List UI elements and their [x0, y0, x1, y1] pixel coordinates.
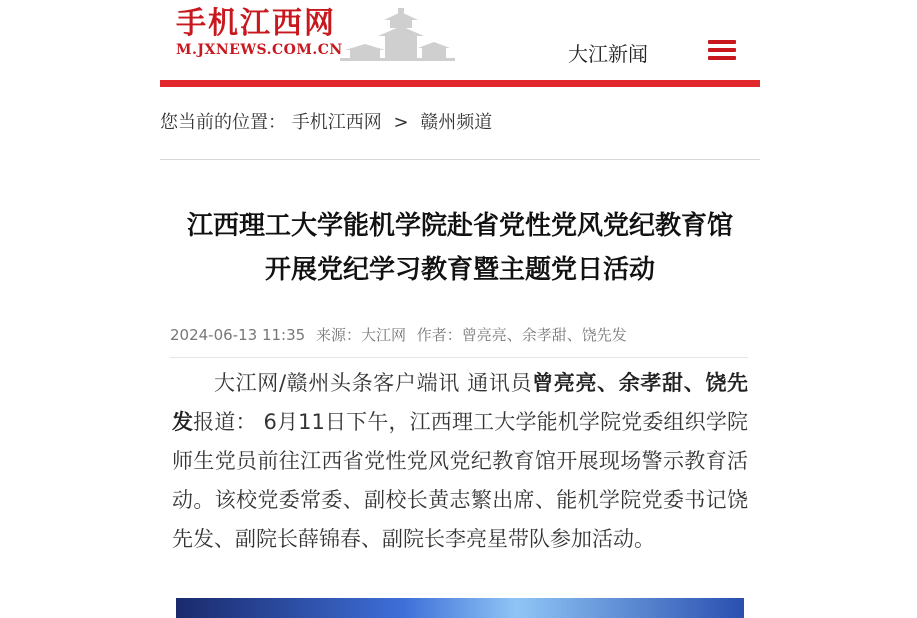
source-label: 来源：	[315, 326, 361, 344]
site-logo[interactable]	[176, 6, 343, 58]
header-divider	[160, 80, 760, 87]
breadcrumb-separator: >	[393, 112, 409, 133]
article-image	[176, 598, 744, 618]
article-title-line: 江西理工大学能机学院赴省党性党风党纪教育馆	[186, 211, 733, 241]
hamburger-menu-icon[interactable]	[708, 40, 736, 60]
article-title	[170, 204, 750, 292]
article-source: 大江网	[360, 326, 406, 344]
pavilion-icon	[340, 6, 455, 66]
breadcrumb-prefix: 您当前的位置：	[160, 112, 286, 133]
breadcrumb-home-link[interactable]: 手机江西网	[291, 112, 382, 133]
logo-title: 手机江西网	[176, 6, 336, 41]
lead-text: 大江网/赣州头条客户端讯 通讯员	[214, 371, 533, 395]
logo-subtitle: M.JXNEWS.COM.CN	[176, 42, 343, 58]
article-authors: 曾亮亮、余孝甜、饶先发	[461, 326, 627, 344]
site-header	[160, 0, 760, 80]
article-title-line: 开展党纪学习教育暨主题党日活动	[264, 255, 655, 285]
breadcrumb-channel-link[interactable]: 赣州频道	[420, 112, 493, 133]
menu-line	[708, 56, 736, 60]
article-date: 2024-06-13 11:35	[170, 326, 306, 344]
breadcrumb	[160, 87, 760, 160]
page	[160, 0, 760, 614]
reporter-names: 曾亮亮、余孝甜、饶先发	[172, 371, 749, 434]
article-meta	[170, 324, 748, 358]
menu-line	[708, 48, 736, 52]
menu-line	[708, 40, 736, 44]
article-paragraph	[172, 364, 748, 559]
author-label: 作者：	[416, 326, 462, 344]
body-text: 报道： 6月11日下午，江西理工大学能机学院党委组织学院师生党员前往江西省党性党风党纪教育馆开展现场警示教育活动。该校党委常委、副校长黄志繁出席、能机学院党委书记饶先发、副院长薛锦春、副院长李亮星带队参加活动。	[172, 410, 749, 551]
channel-link[interactable]: 大江新闻	[568, 42, 648, 66]
